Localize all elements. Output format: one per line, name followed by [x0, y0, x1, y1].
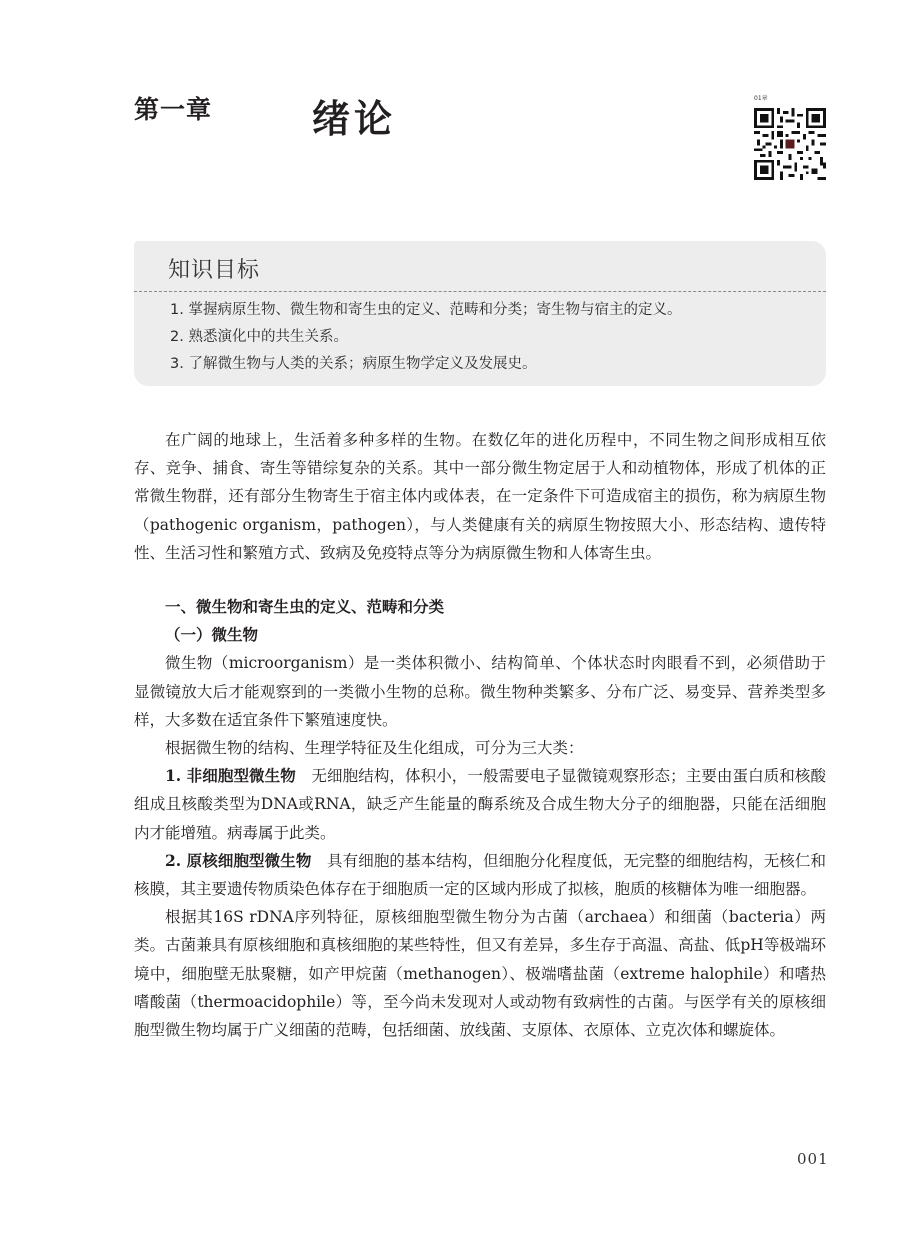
objective-item: 1. 掌握病原生物、微生物和寄生虫的定义、范畴和分类；寄生物与宿主的定义。: [170, 302, 682, 318]
knowledge-objectives-box: [134, 241, 826, 386]
qr-caption: 01章: [754, 95, 768, 102]
objectives-list: [170, 297, 681, 378]
qr-code[interactable]: [752, 95, 830, 180]
objective-item: 3. 了解微生物与人类的关系；病原生物学定义及发展史。: [170, 356, 537, 372]
chapter-label: 第一章: [134, 95, 213, 124]
objectives-divider: [134, 291, 826, 292]
page-number: 001: [797, 1150, 829, 1168]
objective-item: 2. 熟悉演化中的共生关系。: [170, 329, 348, 345]
microorganism-definition-paragraph: 微生物（microorganism）是一类体积微小、结构简单、个体状态时肉眼看不到，必须借助于显微镜放大后才能观察到的一类微小生物的总称。微生物种类繁多、分布广泛、易变异、营养类型多样，大多数在适宜条件下繁殖速度快。: [134, 654, 826, 729]
noncellular-text: 无细胞结构，体积小，一般需要电子显微镜观察形态；主要由蛋白质和核酸组成且核酸类型为DNA或RNA，缺乏产生能量的酶系统及合成生物大分子的细胞器，只能在活细胞内才能增殖。病毒属于此类。: [134, 767, 826, 842]
prokaryotic-paragraph: [134, 847, 826, 903]
prokaryotic-lead: 2. 原核细胞型微生物: [165, 850, 312, 870]
subsection-heading: （一）微生物: [165, 625, 259, 645]
intro-paragraph: 在广阔的地球上，生活着多种多样的生物。在数亿年的进化历程中，不同生物之间形成相互依存、竞争、捕食、寄生等错综复杂的关系。其中一部分微生物定居于人和动植物体，形成了机体的正常微生物群，还有部分生物寄生于宿主体内或体表，在一定条件下可造成宿主的损伤，称为病原生物（pathogenic organism，pathogen），与人类健康有关的病原生物按照大小、形态结构、遗传特性、生活习性和繁殖方式、致病及免疫特点等分为病原微生物和人体寄生虫。: [134, 431, 826, 562]
classification-paragraph: 根据微生物的结构、生理学特征及生化组成，可分为三大类：: [165, 739, 584, 758]
objectives-title: 知识目标: [168, 258, 261, 283]
noncellular-lead: 1. 非细胞型微生物: [165, 766, 296, 786]
noncellular-paragraph: [134, 762, 826, 847]
chapter-title: 绪论: [312, 96, 397, 141]
prokaryotic-text: 具有细胞的基本结构，但细胞分化程度低，无完整的细胞结构，无核仁和核膜，其主要遗传物质染色体存在于细胞质一定的区域内形成了拟核，胞质的核糖体为唯一细胞器。: [134, 851, 826, 899]
section-heading: 一、微生物和寄生虫的定义、范畴和分类: [165, 597, 445, 617]
qr-code-icon: [752, 108, 828, 180]
prokaryote-classes-paragraph: 根据其16S rDNA序列特征，原核细胞型微生物分为古菌（archaea）和细菌（bacteria）两类。古菌兼具有原核细胞和真核细胞的某些特性，但又有差异，多生存于高温、高盐、低pH等极端环境中，细胞壁无肽聚糖，如产甲烷菌（methanogen）、极端嗜盐菌（extreme halophile）和嗜热嗜酸菌（thermoacidophile）等，至今尚未发现对人或动物有致病性的古菌。与医学有关的原核细胞型微生物均属于广义细菌的范畴，包括细菌、放线菌、支原体、衣原体、立克次体和螺旋体。: [134, 908, 826, 1040]
body-content: [134, 426, 826, 1044]
